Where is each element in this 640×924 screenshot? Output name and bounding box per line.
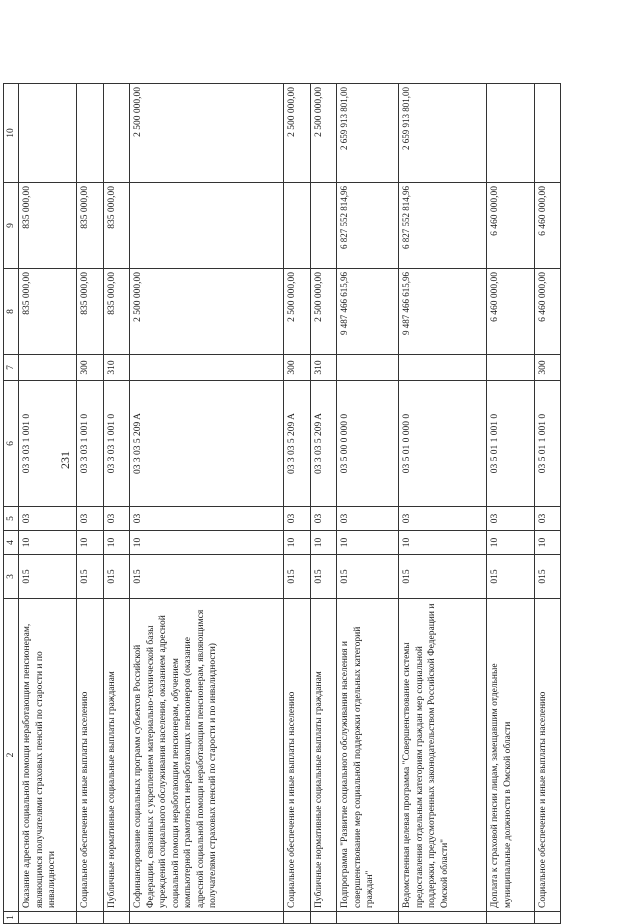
column-header: 2: [4, 599, 19, 912]
cell-section: 10: [487, 531, 534, 555]
cell-target-article: 03 3 03 1 001 0: [103, 381, 129, 507]
cell-col10: 2 500 000,00: [310, 84, 336, 183]
cell-name: Доплата к страховой пенсии лицам, замещавшим отдельные муниципальные должности в Омской области: [487, 599, 534, 912]
cell-name: Социальное обеспечение и иные выплаты населению: [77, 599, 103, 912]
cell-code: 015: [103, 555, 129, 599]
cell-subsection: 03: [337, 507, 399, 531]
cell-col10: [19, 84, 77, 183]
cell-col9: 6 827 552 814,96: [399, 183, 487, 269]
cell-section: 10: [77, 531, 103, 555]
cell-name: Подпрограмма "Развитие социального обслуживания населения и совершенствование мер социальной поддержки отдельных категорий граждан": [337, 599, 399, 912]
cell-target-article: 03 3 03 5 209 A: [310, 381, 336, 507]
cell-col10: 2 500 000,00: [130, 84, 284, 183]
cell-index: [19, 912, 77, 924]
cell-target-article: 03 5 01 1 001 0: [487, 381, 534, 507]
column-header: 9: [4, 183, 19, 269]
table-row: [103, 84, 129, 924]
cell-target-article: 03 5 01 0 000 0: [399, 381, 487, 507]
cell-target-article: 03 3 03 1 001 0: [19, 381, 77, 507]
cell-index: [399, 912, 487, 924]
cell-subsection: 03: [284, 507, 310, 531]
cell-total: 835 000,00: [19, 269, 77, 355]
cell-col9: [130, 183, 284, 269]
cell-col9: 835 000,00: [103, 183, 129, 269]
table-row: [130, 84, 284, 924]
cell-code: 015: [399, 555, 487, 599]
cell-code: 015: [77, 555, 103, 599]
cell-index: [130, 912, 284, 924]
cell-subsection: 03: [19, 507, 77, 531]
cell-subsection: 03: [399, 507, 487, 531]
cell-col9: 835 000,00: [77, 183, 103, 269]
cell-total: 9 487 466 615,96: [337, 269, 399, 355]
cell-col10: 2 659 913 801,00: [399, 84, 487, 183]
cell-col9: [310, 183, 336, 269]
cell-index: [534, 912, 560, 924]
table-row: [337, 84, 399, 924]
cell-index: [487, 912, 534, 924]
cell-subsection: 03: [103, 507, 129, 531]
cell-expense-type: 310: [103, 355, 129, 381]
cell-name: Социальное обеспечение и иные выплаты населению: [284, 599, 310, 912]
cell-subsection: 03: [534, 507, 560, 531]
budget-table: [3, 83, 561, 924]
cell-expense-type: [399, 355, 487, 381]
cell-code: 015: [337, 555, 399, 599]
cell-target-article: 03 3 03 5 209 A: [130, 381, 284, 507]
cell-section: 10: [310, 531, 336, 555]
cell-expense-type: 310: [310, 355, 336, 381]
cell-target-article: 03 3 03 1 001 0: [77, 381, 103, 507]
cell-expense-type: 300: [77, 355, 103, 381]
cell-target-article: 03 3 03 5 209 A: [284, 381, 310, 507]
cell-subsection: 03: [310, 507, 336, 531]
cell-code: 015: [130, 555, 284, 599]
cell-index: [103, 912, 129, 924]
budget-table-container: [3, 84, 561, 924]
cell-code: 015: [487, 555, 534, 599]
cell-col10: [487, 84, 534, 183]
cell-code: 015: [19, 555, 77, 599]
table-row: [284, 84, 310, 924]
cell-section: 10: [284, 531, 310, 555]
cell-total: 6 460 000,00: [534, 269, 560, 355]
cell-expense-type: 300: [534, 355, 560, 381]
cell-index: [310, 912, 336, 924]
cell-expense-type: 300: [284, 355, 310, 381]
cell-expense-type: [487, 355, 534, 381]
table-row: [19, 84, 77, 924]
cell-col9: [284, 183, 310, 269]
cell-col10: 2 659 913 801,00: [337, 84, 399, 183]
cell-col10: 2 500 000,00: [284, 84, 310, 183]
cell-section: 10: [130, 531, 284, 555]
column-header: 8: [4, 269, 19, 355]
cell-subsection: 03: [77, 507, 103, 531]
cell-col9: 6 460 000,00: [534, 183, 560, 269]
cell-total: 2 500 000,00: [310, 269, 336, 355]
cell-col10: [103, 84, 129, 183]
cell-total: 835 000,00: [77, 269, 103, 355]
cell-section: 10: [337, 531, 399, 555]
cell-target-article: 03 5 00 0 000 0: [337, 381, 399, 507]
cell-expense-type: [19, 355, 77, 381]
cell-code: 015: [284, 555, 310, 599]
column-header: 7: [4, 355, 19, 381]
column-header: 5: [4, 507, 19, 531]
column-header: 10: [4, 84, 19, 183]
cell-expense-type: [130, 355, 284, 381]
cell-col9: 6 827 552 814,96: [337, 183, 399, 269]
cell-section: 10: [534, 531, 560, 555]
cell-col9: 6 460 000,00: [487, 183, 534, 269]
cell-subsection: 03: [130, 507, 284, 531]
column-header: 4: [4, 531, 19, 555]
cell-section: 10: [19, 531, 77, 555]
cell-expense-type: [337, 355, 399, 381]
cell-total: 2 500 000,00: [284, 269, 310, 355]
page-number: 231: [58, 451, 72, 469]
cell-col9: 835 000,00: [19, 183, 77, 269]
cell-code: 015: [534, 555, 560, 599]
cell-name: Публичные нормативные социальные выплаты гражданам: [310, 599, 336, 912]
cell-name: Социальное обеспечение и иные выплаты населению: [534, 599, 560, 912]
cell-total: 9 487 466 615,96: [399, 269, 487, 355]
cell-total: 6 460 000,00: [487, 269, 534, 355]
cell-total: 835 000,00: [103, 269, 129, 355]
column-header: 6: [4, 381, 19, 507]
column-header: 3: [4, 555, 19, 599]
cell-name: Оказание адресной социальной помощи неработающим пенсионерам, являющимся получателями страховых пенсий по старости и по инвалидности: [19, 599, 77, 912]
cell-index: [337, 912, 399, 924]
cell-name: Ведомственная целевая программа "Совершенствование системы предоставления отдельным категориям граждан мер социальной поддержки, предусмотренных законодательством Российской Федерации и Омской области": [399, 599, 487, 912]
cell-target-article: 03 5 01 1 001 0: [534, 381, 560, 507]
cell-col10: [534, 84, 560, 183]
table-row: [399, 84, 487, 924]
table-row: [487, 84, 534, 924]
cell-col10: [77, 84, 103, 183]
column-header: 1: [4, 912, 19, 924]
cell-code: 015: [310, 555, 336, 599]
cell-name: Публичные нормативные социальные выплаты гражданам: [103, 599, 129, 912]
cell-name: Софинансирование социальных программ субъектов Российской Федерации, связанных с укреплением материально-технической базы учреждений социального обслуживания населения, оказанием адресной социальной помощи неработающим пенсионерам, обучением компьютерной грамотности неработающих пенсионеров (оказание адресной социальной помощи неработающим пенсионерам, являющимся получателями страховых пенсий по старости и по инвалидности): [130, 599, 284, 912]
cell-index: [77, 912, 103, 924]
table-row: [310, 84, 336, 924]
table-row: [534, 84, 560, 924]
cell-section: 10: [103, 531, 129, 555]
table-row: [77, 84, 103, 924]
cell-index: [284, 912, 310, 924]
cell-subsection: 03: [487, 507, 534, 531]
column-number-row: [4, 84, 19, 924]
cell-section: 10: [399, 531, 487, 555]
cell-total: 2 500 000,00: [130, 269, 284, 355]
